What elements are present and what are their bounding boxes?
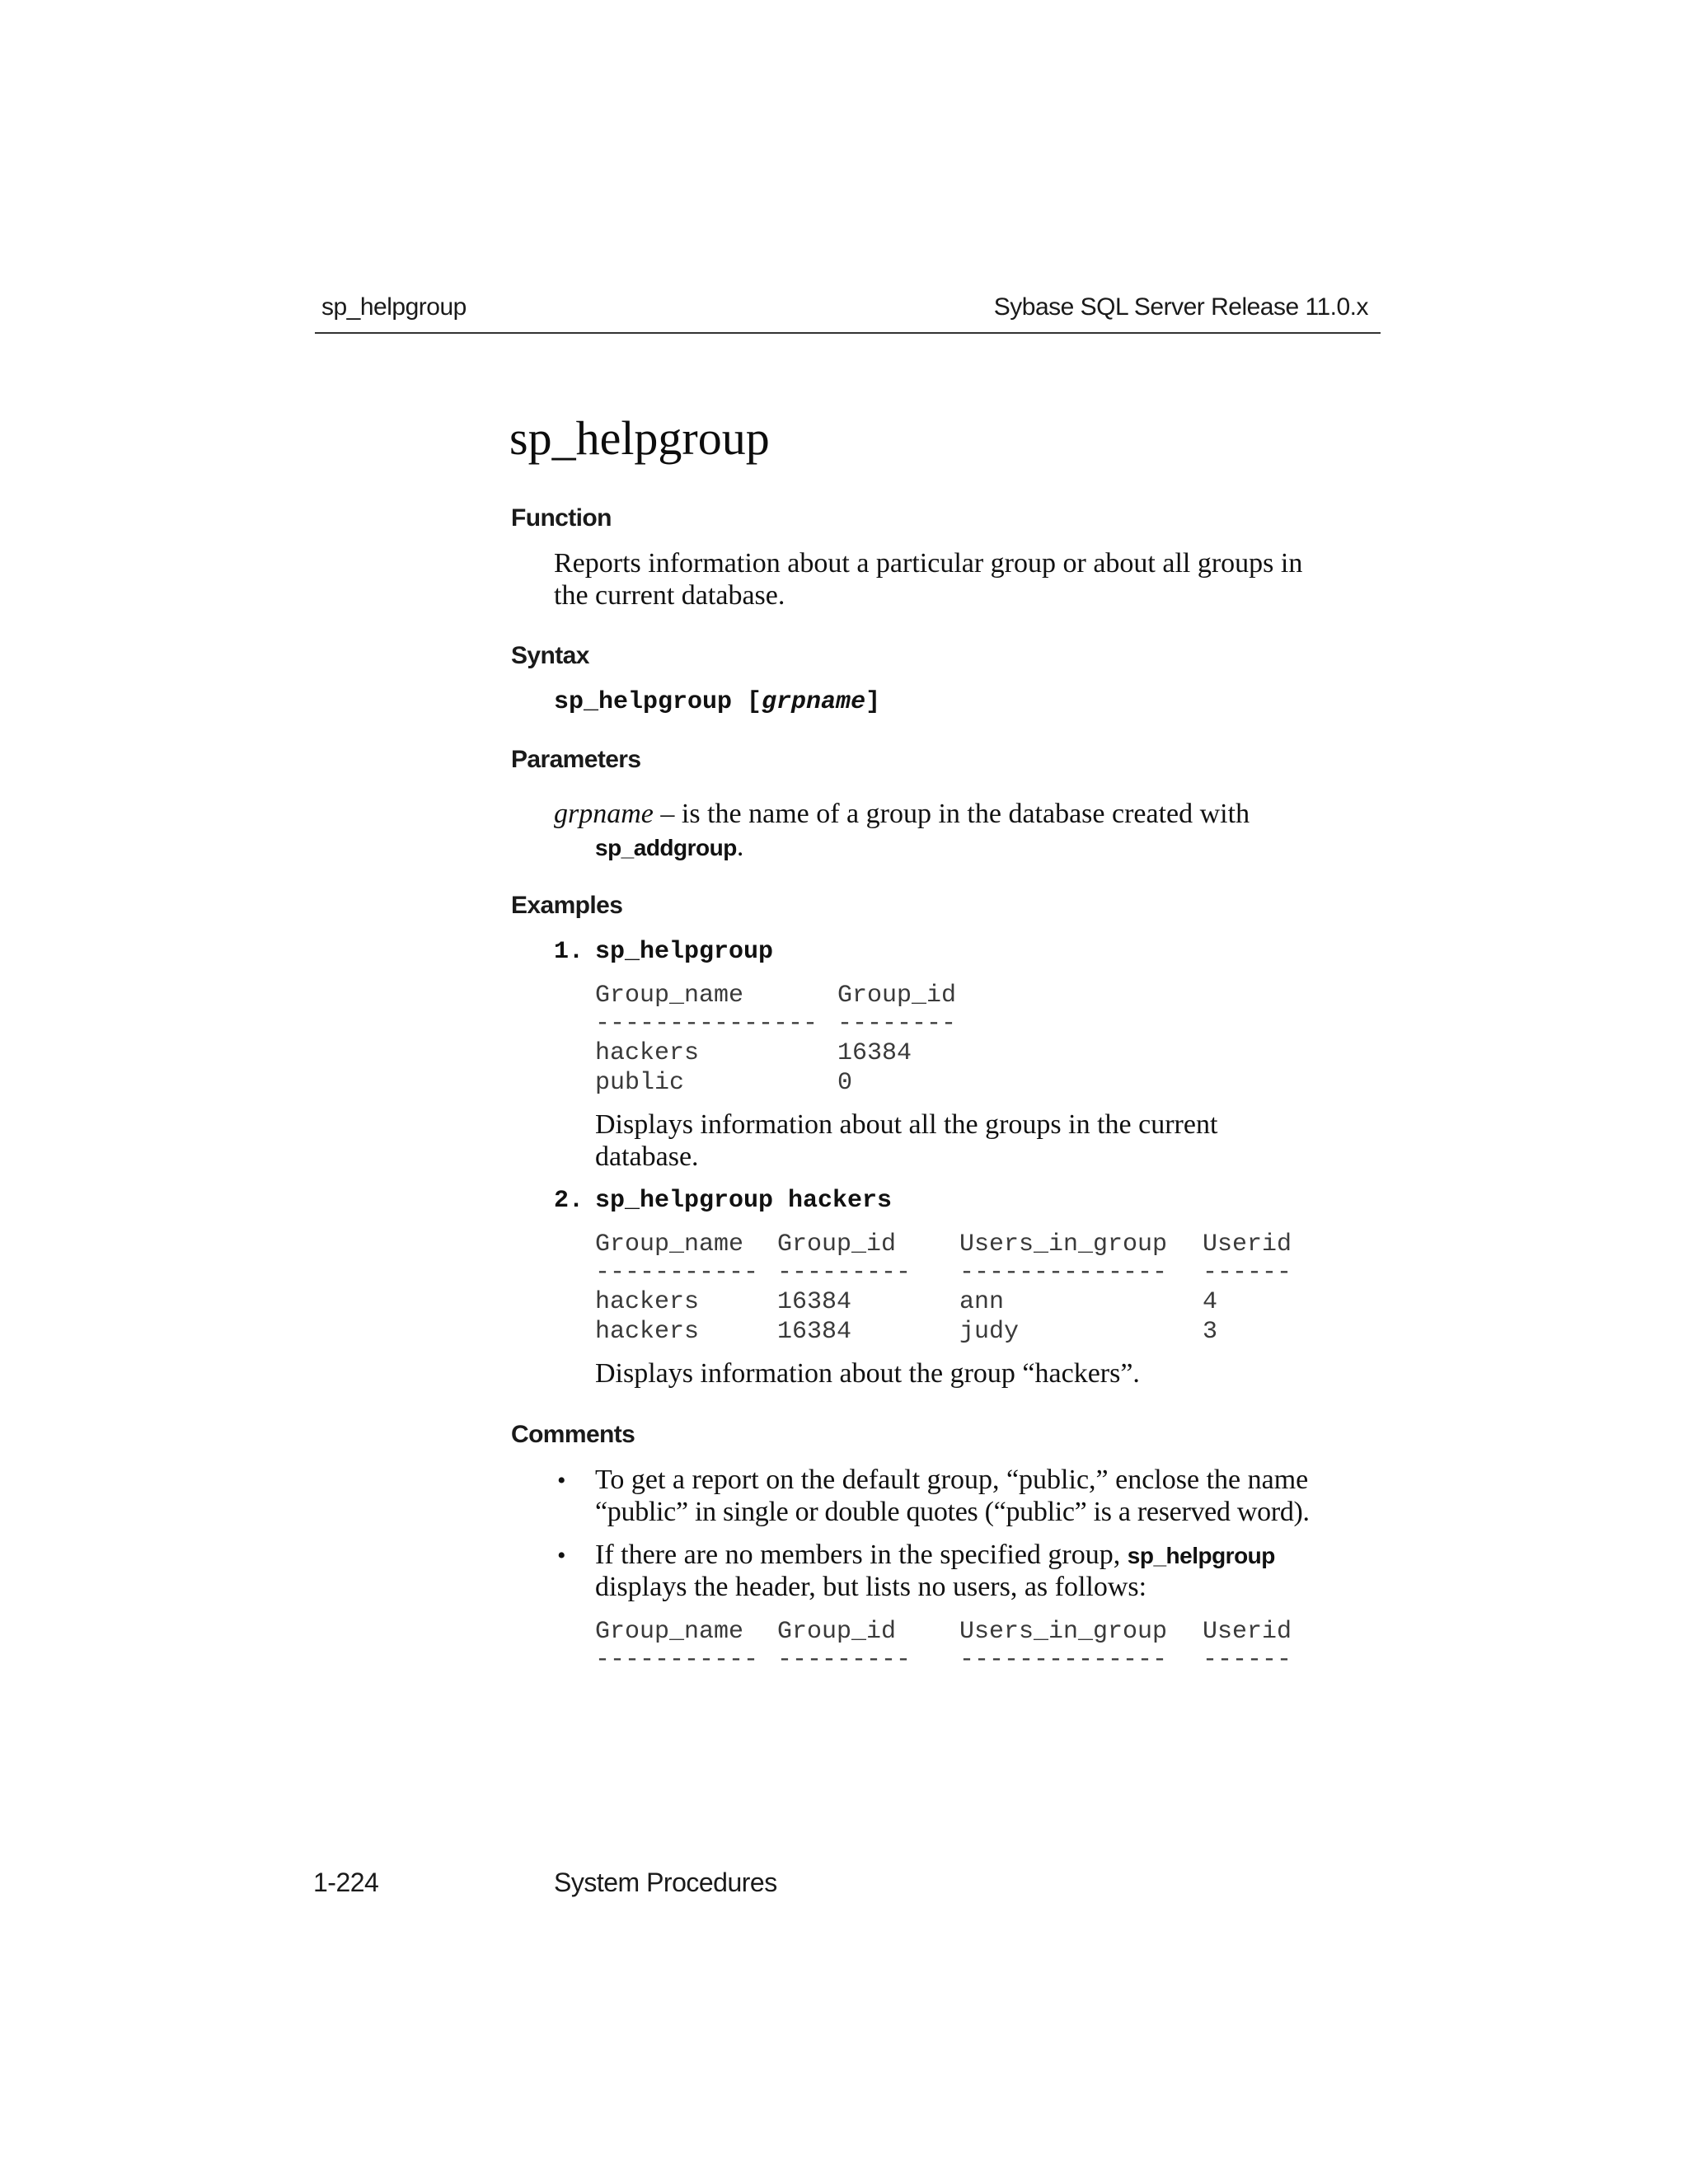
ex2-dash-4: ------ xyxy=(1203,1258,1292,1286)
example-2-number: 2. xyxy=(554,1187,584,1215)
ex2-col-group-id: Group_id xyxy=(777,1230,897,1258)
ex1-row-2-id: 0 xyxy=(837,1069,853,1097)
book-title: System Procedures xyxy=(554,1868,777,1897)
c-col-users-in-group: Users_in_group xyxy=(959,1618,1168,1646)
parameters-heading: Parameters xyxy=(511,746,641,773)
ex2-col-users-in-group: Users_in_group xyxy=(959,1230,1168,1258)
header-rule xyxy=(315,332,1381,334)
comment-2-text: If there are no members in the specified group, xyxy=(595,1540,1128,1570)
syntax-command: sp_helpgroup [ xyxy=(554,688,762,716)
parameter-proc: sp_addgroup xyxy=(595,835,737,860)
ex2-dash-3: -------------- xyxy=(959,1258,1168,1286)
parameter-desc: – is the name of a group in the database created with xyxy=(653,799,1250,829)
comment-1-bullet: • xyxy=(557,1467,566,1494)
comment-2-bullet: • xyxy=(557,1542,566,1569)
ex1-row-1-name: hackers xyxy=(595,1039,700,1067)
syntax-line xyxy=(554,687,880,717)
ex1-dash-1: --------------- xyxy=(595,1010,818,1038)
page-number: 1-224 xyxy=(313,1868,379,1897)
ex1-col-group-id: Group_id xyxy=(837,982,957,1010)
example-1-command: sp_helpgroup xyxy=(595,938,774,966)
example-2-command: sp_helpgroup hackers xyxy=(595,1187,893,1215)
ex2-row-2-user: judy xyxy=(959,1318,1020,1346)
syntax-heading: Syntax xyxy=(511,642,589,669)
c-col-group-name: Group_name xyxy=(595,1618,744,1646)
ex2-row-1-name: hackers xyxy=(595,1288,700,1316)
parameter-desc-line-2 xyxy=(595,831,743,865)
ex2-col-group-name: Group_name xyxy=(595,1230,744,1258)
c-col-group-id: Group_id xyxy=(777,1618,897,1646)
example-1-output xyxy=(595,981,1090,1104)
running-header-left: sp_helpgroup xyxy=(321,293,467,321)
example-2-desc: Displays information about the group “hackers”. xyxy=(595,1358,1140,1389)
function-heading: Function xyxy=(511,504,612,532)
ex2-col-userid: Userid xyxy=(1203,1230,1292,1258)
ex2-row-1-userid: 4 xyxy=(1203,1288,1218,1316)
ex2-dash-2: --------- xyxy=(777,1258,912,1286)
ex1-col-group-name: Group_name xyxy=(595,982,744,1010)
page-title: sp_helpgroup xyxy=(509,411,770,465)
syntax-close: ] xyxy=(865,688,881,716)
function-text-line-2: the current database. xyxy=(554,580,785,611)
comment-2-line-1 xyxy=(595,1539,1275,1572)
parameter-period: . xyxy=(736,832,744,862)
examples-heading: Examples xyxy=(511,892,623,919)
comment-2-line-2: displays the header, but lists no users, as follows: xyxy=(595,1572,1147,1602)
syntax-param: grpname xyxy=(762,688,866,716)
c-dash-1: ----------- xyxy=(595,1646,759,1674)
running-header-right: Sybase SQL Server Release 11.0.x xyxy=(993,293,1368,321)
comment-1-line-2: “public” in single or double quotes (“public” is a reserved word). xyxy=(595,1497,1310,1527)
ex2-row-2-userid: 3 xyxy=(1203,1318,1218,1346)
ex1-row-1-id: 16384 xyxy=(837,1039,912,1067)
ex2-row-2-id: 16384 xyxy=(777,1318,852,1346)
c-dash-4: ------ xyxy=(1203,1646,1292,1674)
example-1-number: 1. xyxy=(554,938,584,966)
comment-empty-output xyxy=(595,1617,1337,1683)
c-col-userid: Userid xyxy=(1203,1618,1292,1646)
ex2-row-2-name: hackers xyxy=(595,1318,700,1346)
comments-heading: Comments xyxy=(511,1421,635,1448)
ex2-row-1-user: ann xyxy=(959,1288,1005,1316)
example-1-desc-line-1: Displays information about all the groups in the current xyxy=(595,1109,1218,1140)
example-1-desc-line-2: database. xyxy=(595,1141,699,1172)
parameter-grpname xyxy=(554,798,1250,831)
c-dash-3: -------------- xyxy=(959,1646,1168,1674)
comment-2-proc: sp_helpgroup xyxy=(1127,1543,1275,1568)
c-dash-2: --------- xyxy=(777,1646,912,1674)
ex1-row-2-name: public xyxy=(595,1069,685,1097)
parameter-name: grpname xyxy=(554,799,654,829)
function-text-line-1: Reports information about a particular group or about all groups in xyxy=(554,548,1303,579)
comment-1-line-1: To get a report on the default group, “public,” enclose the name xyxy=(595,1465,1309,1495)
ex2-row-1-id: 16384 xyxy=(777,1288,852,1316)
ex2-dash-1: ----------- xyxy=(595,1258,759,1286)
example-2-output xyxy=(595,1230,1337,1353)
ex1-dash-2: -------- xyxy=(837,1010,957,1038)
